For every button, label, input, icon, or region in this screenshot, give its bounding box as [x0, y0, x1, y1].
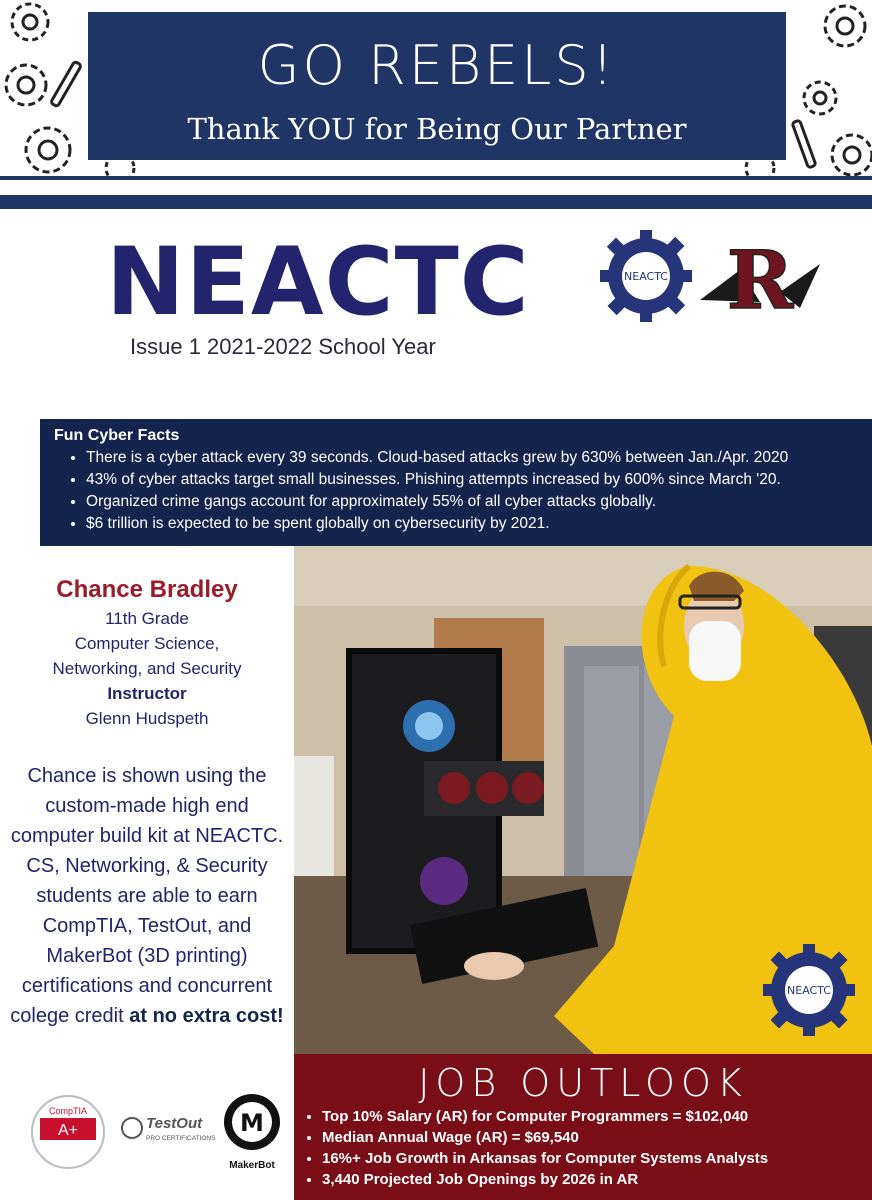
- student-name: Chance Bradley: [56, 576, 238, 603]
- comptia-cert: A+: [57, 1122, 79, 1139]
- description-text: Chance is shown using the custom-made high end computer build kit at NEACTC. CS, Networking, & Security students are able to earn CompTIA, TestOut, and MakerBot (3D printing) certifications and concurrent colege credit: [10, 765, 284, 1027]
- neactc-logo-text: NEACTC: [624, 270, 668, 283]
- header-banner: [88, 12, 786, 160]
- neactc-watermark-icon: [763, 944, 855, 1036]
- student-grade: 11th Grade: [105, 609, 189, 628]
- job-item: • Median Annual Wage (AR) = $69,540: [322, 1127, 872, 1148]
- student-info: [0, 606, 294, 731]
- newsletter-title: NEACTC: [106, 228, 530, 337]
- job-outlook-title: JOB OUTLOOK: [418, 1061, 748, 1105]
- program-line-1: Computer Science,: [74, 634, 220, 653]
- cyber-facts-list: [54, 447, 858, 535]
- student-photo: [294, 546, 872, 1054]
- gear-pattern-background: [0, 0, 872, 178]
- subheadline: Thank YOU for Being Our Partner: [187, 112, 687, 146]
- student-profile: [0, 546, 294, 1066]
- description-emphasis: at no extra cost!: [129, 1005, 284, 1027]
- fact-item: • Organized crime gangs account for approximately 55% of all cyber attacks globally.: [86, 491, 858, 513]
- svg-text:M: M: [240, 1109, 264, 1137]
- job-item: • 3,440 Projected Job Openings by 2026 in AR: [322, 1169, 872, 1190]
- comptia-a-plus-badge-icon: [32, 1096, 104, 1168]
- fact-item: • There is a cyber attack every 39 seconds. Cloud-based attacks grew by 630% between Jan./Apr. 2020: [86, 447, 858, 469]
- instructor-name: Glenn Hudspeth: [85, 709, 209, 728]
- certification-badges: [20, 1080, 292, 1190]
- testout-logo-icon: [122, 1115, 216, 1142]
- makerbot-name: MakerBot: [229, 1160, 275, 1171]
- rebels-r-letter: R: [726, 233, 794, 326]
- makerbot-logo-icon: [224, 1094, 280, 1171]
- student-description: [0, 761, 294, 1031]
- job-outlook-list: [294, 1106, 872, 1190]
- watermark-text: NEACTC: [787, 984, 831, 997]
- testout-name: TestOut: [146, 1115, 203, 1132]
- cyber-facts-title: Fun Cyber Facts: [54, 427, 180, 444]
- testout-sub: PRO CERTIFICATIONS: [146, 1135, 216, 1142]
- program-line-2: Networking, and Security: [52, 659, 242, 678]
- divider-thin: [0, 176, 872, 180]
- comptia-label: CompTIA: [48, 1106, 88, 1116]
- logo-group: [600, 230, 830, 326]
- rebels-r-logo-icon: [700, 233, 820, 326]
- job-item: • Top 10% Salary (AR) for Computer Programmers = $102,040: [322, 1106, 872, 1127]
- cyber-facts-box: [40, 419, 872, 546]
- divider-thick: [0, 195, 872, 209]
- headline: GO REBELS!: [257, 34, 617, 97]
- instructor-label: Instructor: [107, 684, 187, 703]
- job-outlook-box: [294, 1054, 872, 1200]
- fact-item: • $6 trillion is expected to be spent globally on cybersecurity by 2021.: [86, 513, 858, 535]
- issue-line: Issue 1 2021-2022 School Year: [130, 334, 436, 359]
- fact-item: • 43% of cyber attacks target small businesses. Phishing attempts increased by 600% since March '20.: [86, 469, 858, 491]
- neactc-gear-logo-icon: [600, 230, 692, 322]
- job-item: • 16%+ Job Growth in Arkansas for Computer Systems Analysts: [322, 1148, 872, 1169]
